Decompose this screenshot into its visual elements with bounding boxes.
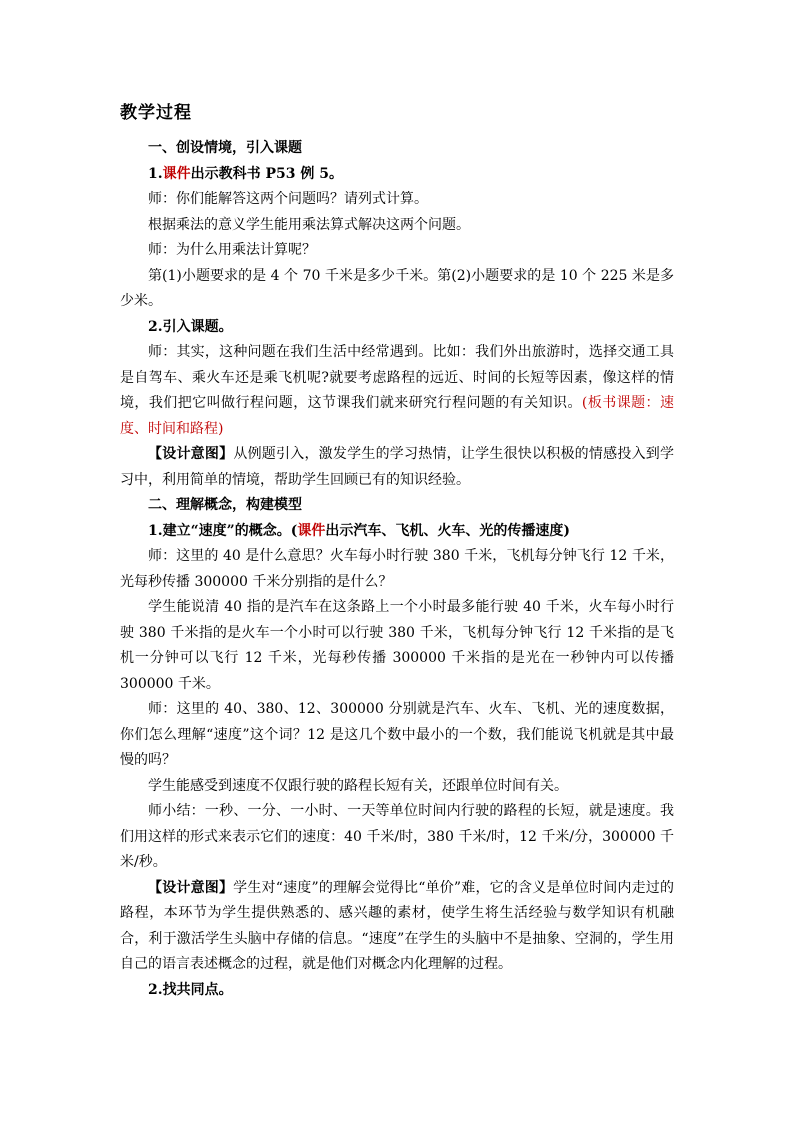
step-2-2: 2.找共同点。 [148,981,233,998]
design-intent-2 [120,876,674,978]
design-intent-text: 学生对“速度”的理解会觉得比“单价”难，它的含义是单位时间内走过的路程，本环节为学生提供熟悉的、感兴趣的素材，使学生将生活经验与数学知识有机融合，利于激活学生头脑中存储的信息。“速度”在学生的头脑中不是抽象、空洞的，学生用自己的语言表述概念的过程，就是他们对概念内化理解的过程。 [120,879,674,972]
design-intent-1 [120,442,674,493]
paragraph: 第(1)小题要求的是 4 个 70 千米是多少千米。第(2)小题要求的是 10 个 225 米是多少米。 [120,267,674,309]
paragraph [120,340,674,442]
paragraph: 师：为什么用乘法计算呢？ [148,242,316,258]
paragraph: 根据乘法的意义学生能用乘法算式解决这两个问题。 [148,216,470,233]
paragraph: 学生能说清 40 指的是汽车在这条路上一个小时最多能行驶 40 千米，火车每小时行驶 380 千米指的是火车一个小时可以行驶 380 千米，飞机每分钟飞行 12 千米指的是飞机一分钟可以飞行 12 千米，光每秒传播 300000 千米指的是光在一秒钟内可以传播 300000 千米。 [120,599,674,692]
step-1-1 [120,162,674,188]
paragraph: 师：这里的 40、380、12、300000 分别就是汽车、火车、飞机、光的速度数据，你们怎么理解“速度”这个词？12 是这几个数中最小的一个数，我们能说飞机就是其中最慢的吗？ [120,701,674,768]
design-intent-label: 【设计意图】 [148,446,234,462]
keyword-courseware: 课件 [297,522,326,539]
step-text: 出示汽车、飞机、火车、光的传播速度) [325,522,570,539]
keyword-courseware: 课件 [162,165,191,182]
step-number: 1. [148,165,163,182]
paragraph: 学生能感受到速度不仅跟行驶的路程长短有关，还跟单位时间有关。 [148,777,568,794]
paragraph: 师：这里的 40 是什么意思？火车每小时行驶 380 千米，飞机每分钟飞行 12 千米，光每秒传播 300000 千米分别指的是什么？ [120,548,674,590]
step-1-2: 2.引入课题。 [148,318,233,335]
document-body [120,136,674,1003]
step-text: 1.建立“速度”的概念。( [148,522,298,539]
design-intent-label: 【设计意图】 [148,879,234,896]
section-heading-2: 二、理解概念，构建模型 [148,497,302,513]
step-2-1 [120,519,674,545]
paragraph: 师小结：一秒、一分、一小时、一天等单位时间内行驶的路程的长短，就是速度。我们用这样的形式来表示它们的速度：40 千米/时，380 千米/时，12 千米/分，300000 千米/秒。 [120,803,674,870]
page-title: 教学过程 [120,103,192,123]
paragraph: 师：你们能解答这两个问题吗？请列式计算。 [148,191,428,207]
paragraph-text: 师：其实，这种问题在我们生活中经常遇到。比如：我们外出旅游时，选择交通工具是自驾车、乘火车还是乘飞机呢?就要考虑路程的远近、时间的长短等因素，像这样的情境，我们把它叫做行程问题，这节课我们就来研究行程问题的有关知识。 [120,344,674,411]
step-text: 出示教科书 P53 例 5。 [190,165,343,182]
section-heading-1: 一、创设情境，引入课题 [148,140,302,156]
design-intent-text: 从例题引入，激发学生的学习热情，让学生很快以积极的情感投入到学习中，利用简单的情境，帮助学生回顾已有的知识经验。 [120,446,675,488]
board-note: (板书课题：速度、时间和路程) [120,395,674,437]
